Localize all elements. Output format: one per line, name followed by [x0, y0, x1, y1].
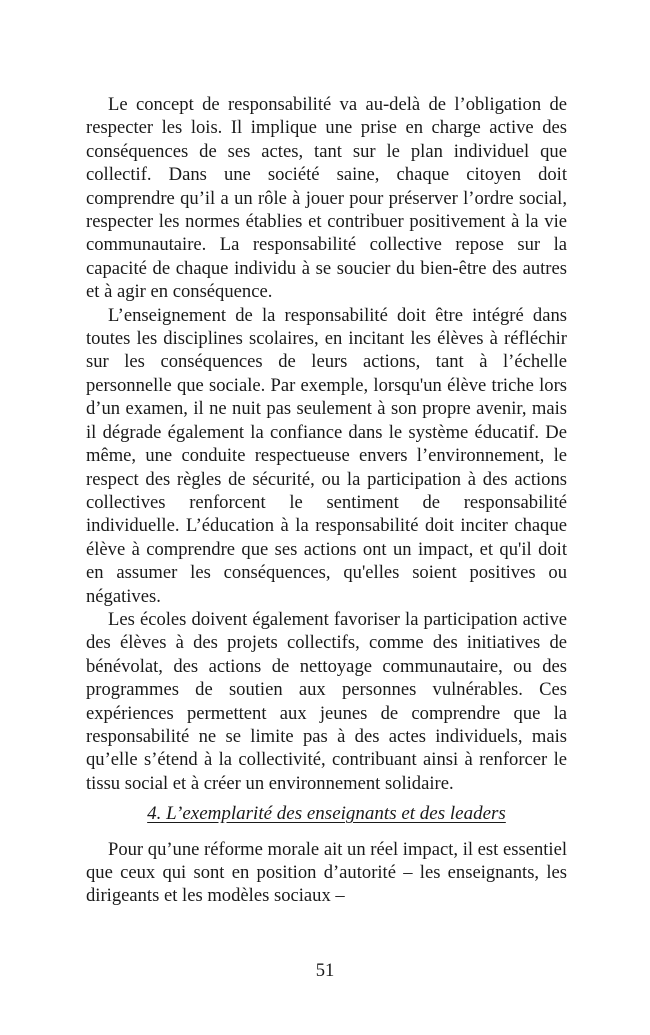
- paragraph-collective-projects: Les écoles doivent également favoriser la participation active des élèves à des projets collectifs, comme des initiatives de bénévolat, des actions de nettoyage communautaire, ou des programmes de soutien aux personnes vulnérables. Ces expériences permettent aux jeunes de comprendre que la responsabilité ne se limite pas à des actes individuels, mais qu’elle s’étend à la collectivité, contribuant ainsi à renforcer le tissu social et à créer un environnement solidaire.: [86, 608, 567, 794]
- paragraph-responsibility-concept: Le concept de responsabilité va au-delà de l’obligation de respecter les lois. Il implique une prise en charge active des conséquences de ses actes, tant sur le plan individuel que collectif. Dans une société saine, chaque citoyen doit comprendre qu’il a un rôle à jouer pour préserver l’ordre social, respecter les normes établies et contribuer positivement à la vie communautaire. La responsabilité collective repose sur la capacité de chaque individu à se soucier du bien-être des autres et à agir en conséquence.: [86, 94, 567, 303]
- paragraph-moral-reform: Pour qu’une réforme morale ait un réel impact, il est essentiel que ceux qui sont en position d’autorité – les enseignants, les dirigeants et les modèles sociaux –: [86, 838, 568, 907]
- page-body: [86, 93, 567, 908]
- paragraph-teaching-responsibility: L’enseignement de la responsabilité doit être intégré dans toutes les disciplines scolaires, en incitant les élèves à réfléchir sur les conséquences de leurs actions, tant à l’échelle personnelle que sociale. Par exemple, lorsqu'un élève triche lors d’un examen, il ne nuit pas seulement à son propre avenir, mais il dégrade également la confiance dans le système éducatif. De même, une conduite respectueuse envers l’environnement, le respect des règles de sécurité, ou la participation à des actions collectives renforcent le sentiment de responsabilité individuelle. L’éducation à la responsabilité doit inciter chaque élève à comprendre que ses actions ont un impact, et qu'il doit en assumer les conséquences, qu'elles soient positives ou négatives.: [86, 304, 567, 607]
- page-number: 51: [315, 960, 335, 981]
- section-heading: 4. L’exemplarité des enseignants et des leaders: [147, 803, 506, 825]
